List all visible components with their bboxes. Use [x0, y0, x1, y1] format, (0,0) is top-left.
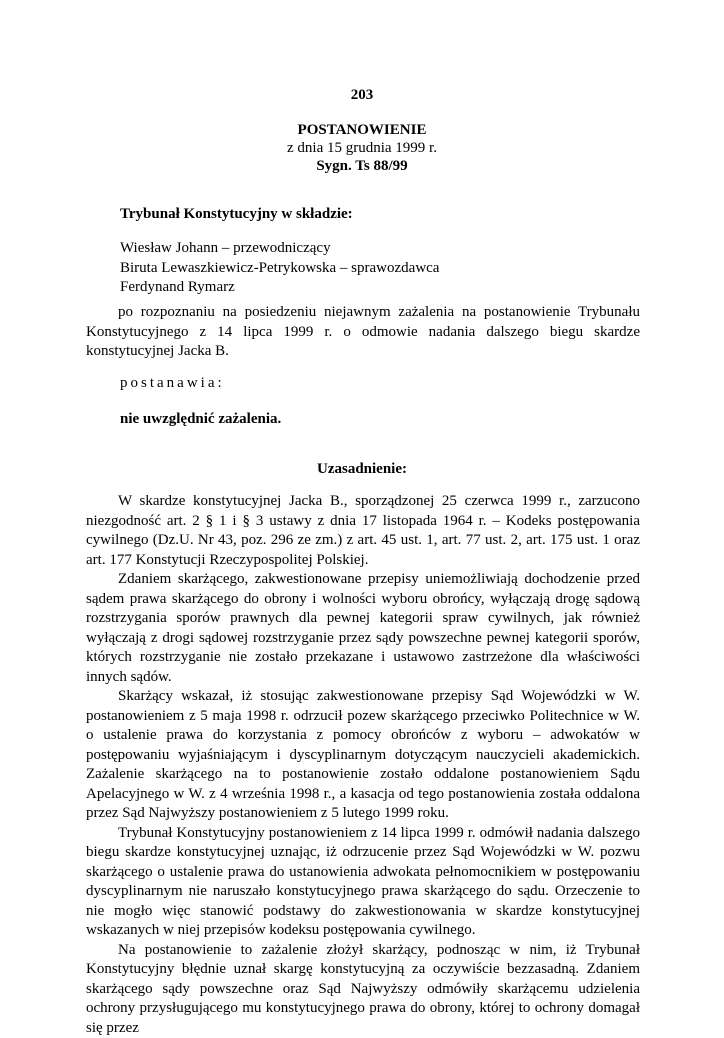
- composition-members: [120, 239, 674, 298]
- page-number: 203: [0, 86, 724, 106]
- justification-paragraph: Skarżący wskazał, iż stosując zakwestionowane przepisy Sąd Wojewódzki w W. postanowieniem z 5 maja 1998 r. odrzucił pozew skarżącego przeciwko Politechnice w W. o ustalenie prawa do korzystania z pomocy obrońców z wyboru – adwokatów w postępowaniu wyjaśniającym i dyscyplinarnym dotyczącym nauczycieli akademickich. Zażalenie skarżącego na to postanowienie zostało oddalone postanowieniem Sądu Apelacyjnego w W. z 4 września 1998 r., a kasacja od tego postanowienia została oddalona przez Sąd Najwyższy postanowieniem z 5 lutego 1999 roku.: [86, 687, 640, 824]
- intro-paragraph: [86, 303, 640, 362]
- decides-label: postanawia:: [120, 374, 674, 394]
- member: Ferdynand Rymarz: [120, 278, 674, 298]
- justification-paragraph: Zdaniem skarżącego, zakwestionowane przepisy uniemożliwiają dochodzenie przed sądem prawa skarżącego do obrony i wolności wyboru obrońcy, wyłączają drogę sądową rozstrzygania sporów prawnych dla pewnej kategorii spraw cywilnych, jak również wyłączają z drogi sądowej rozstrzyganie przez sądy powszechne pewnej kategorii sporów, których rozstrzyganie nie zostało przekazane i ustawowo zastrzeżone dla właściwości innych sądów.: [86, 570, 640, 687]
- ruling: nie uwzględnić zażalenia.: [120, 410, 674, 430]
- intro-text: po rozpoznaniu na posiedzeniu niejawnym zażalenia na postanowienie Trybunału Konstytucyjnego z 14 lipca 1999 r. o odmowie nadania dalszego biegu skardze konstytucyjnej Jacka B.: [86, 303, 640, 362]
- justification-paragraph: Trybunał Konstytucyjny postanowieniem z 14 lipca 1999 r. odmówił nadania dalszego biegu skardze konstytucyjnej uznając, iż odrzucenie przez Sąd Wojewódzki w W. pozwu skarżącego o ustalenie prawa do ustanowienia adwokata pełnomocnikiem w postępowaniu dyscyplinarnym nie naruszało konstytucyjnego prawa skarżącego do sądu. Orzeczenie to nie mogło więc stanowić podstawy do zakwestionowania w skardze konstytucyjnej wskazanych w niej przepisów kodeksu postępowania cywilnego.: [86, 824, 640, 941]
- justification-heading: Uzasadnienie:: [0, 460, 724, 480]
- composition-heading: Trybunał Konstytucyjny w składzie:: [120, 205, 674, 225]
- justification-paragraph: W skardze konstytucyjnej Jacka B., sporządzonej 25 czerwca 1999 r., zarzucono niezgodność art. 2 § 1 i § 3 ustawy z dnia 17 listopada 1964 r. – Kodeks postępowania cywilnego (Dz.U. Nr 43, poz. 296 ze zm.) z art. 45 ust. 1, art. 77 ust. 2, art. 175 ust. 1 oraz art. 177 Konstytucji Rzeczypospolitej Polskiej.: [86, 492, 640, 570]
- document-type: POSTANOWIENIE: [0, 121, 724, 141]
- justification-body: [86, 492, 640, 1038]
- member-chair: Wiesław Johann – przewodniczący: [120, 239, 674, 259]
- document-date: z dnia 15 grudnia 1999 r.: [0, 139, 724, 159]
- justification-paragraph: Na postanowienie to zażalenie złożył skarżący, podnosząc w nim, iż Trybunał Konstytucyjny błędnie uznał skargę konstytucyjną za oczywiście bezzasadną. Zdaniem skarżącego sądy powszechne oraz Sąd Najwyższy odmówiły skarżącemu udzielenia ochrony przysługującego mu konstytucyjnego prawa do obrony, której to ochrony domagał się przez: [86, 941, 640, 1038]
- member-rapporteur: Biruta Lewaszkiewicz-Petrykowska – sprawozdawca: [120, 259, 674, 279]
- case-signature: Sygn. Ts 88/99: [0, 157, 724, 177]
